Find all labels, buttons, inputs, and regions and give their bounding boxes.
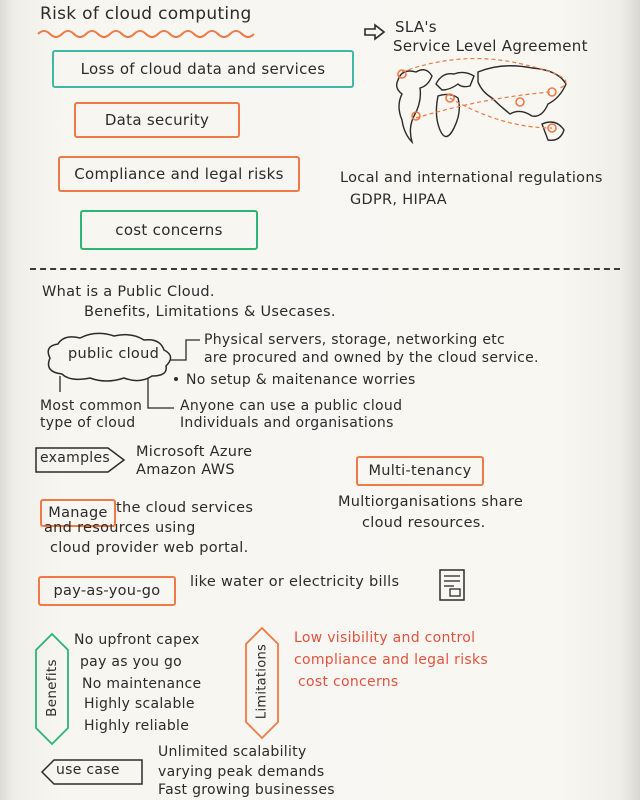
regulations-line1: Local and international regulations xyxy=(340,170,603,186)
limitation-item-3: cost concerns xyxy=(298,674,399,690)
point-anyone-1: Anyone can use a public cloud xyxy=(180,398,403,414)
bill-icon xyxy=(438,568,468,602)
usecase-label: use case xyxy=(56,762,120,778)
public-cloud-heading: What is a Public Cloud. xyxy=(42,284,215,300)
usecase-item-1: Unlimited scalability xyxy=(158,744,307,760)
example-azure: Microsoft Azure xyxy=(136,444,253,460)
point-anyone-2: Individuals and organisations xyxy=(180,415,394,431)
usecase-item-3: Fast growing businesses xyxy=(158,782,335,798)
world-map-icon xyxy=(392,58,572,168)
regulations-line2: GDPR, HIPAA xyxy=(350,192,447,208)
limitations-label: Limitations xyxy=(254,643,270,720)
benefits-label: Benefits xyxy=(44,659,60,717)
benefit-item-1: No upfront capex xyxy=(74,632,200,648)
sla-title: SLA's xyxy=(395,18,437,36)
common-type-1: Most common xyxy=(40,398,143,414)
manage-line2: and resources using xyxy=(44,520,196,536)
point-physical-servers-1: Physical servers, storage, networking etc xyxy=(204,332,506,348)
risk-box-security: Data security xyxy=(74,102,240,138)
benefit-item-4: Highly scalable xyxy=(84,696,195,712)
limitation-item-1: Low visibility and control xyxy=(294,630,476,646)
multitenancy-line2: cloud resources. xyxy=(362,515,486,531)
multitenancy-line1: Multiorganisations share xyxy=(338,494,524,510)
manage-line1: the cloud services xyxy=(116,500,254,516)
usecase-item-2: varying peak demands xyxy=(158,764,325,780)
sla-subtitle: Service Level Agreement xyxy=(393,37,588,55)
common-type-2: type of cloud xyxy=(40,415,136,431)
manage-box: Manage xyxy=(40,499,116,527)
title-underline xyxy=(38,28,278,42)
risk-box-cost: cost concerns xyxy=(80,210,258,250)
manage-line3: cloud provider web portal. xyxy=(50,540,249,556)
payg-box: pay-as-you-go xyxy=(38,576,176,606)
example-aws: Amazon AWS xyxy=(136,462,235,478)
risk-box-compliance: Compliance and legal risks xyxy=(58,156,300,192)
benefit-item-5: Highly reliable xyxy=(84,718,190,734)
section-divider xyxy=(30,268,620,270)
examples-label: examples xyxy=(40,450,110,466)
risks-title: Risk of cloud computing xyxy=(40,4,252,24)
benefit-item-2: pay as you go xyxy=(80,654,183,670)
point-physical-servers-2: are procured and owned by the cloud service. xyxy=(204,350,539,366)
public-cloud-subheading: Benefits, Limitations & Usecases. xyxy=(84,304,336,320)
multitenancy-box: Multi-tenancy xyxy=(356,456,484,486)
risk-box-data-loss: Loss of cloud data and services xyxy=(52,50,354,88)
benefit-item-3: No maintenance xyxy=(82,676,202,692)
point-no-setup: No setup & maitenance worries xyxy=(186,372,416,388)
arrow-right-icon xyxy=(364,24,386,40)
public-cloud-label: public cloud xyxy=(68,346,160,362)
payg-text: like water or electricity bills xyxy=(190,574,400,590)
limitation-item-2: compliance and legal risks xyxy=(294,652,489,668)
